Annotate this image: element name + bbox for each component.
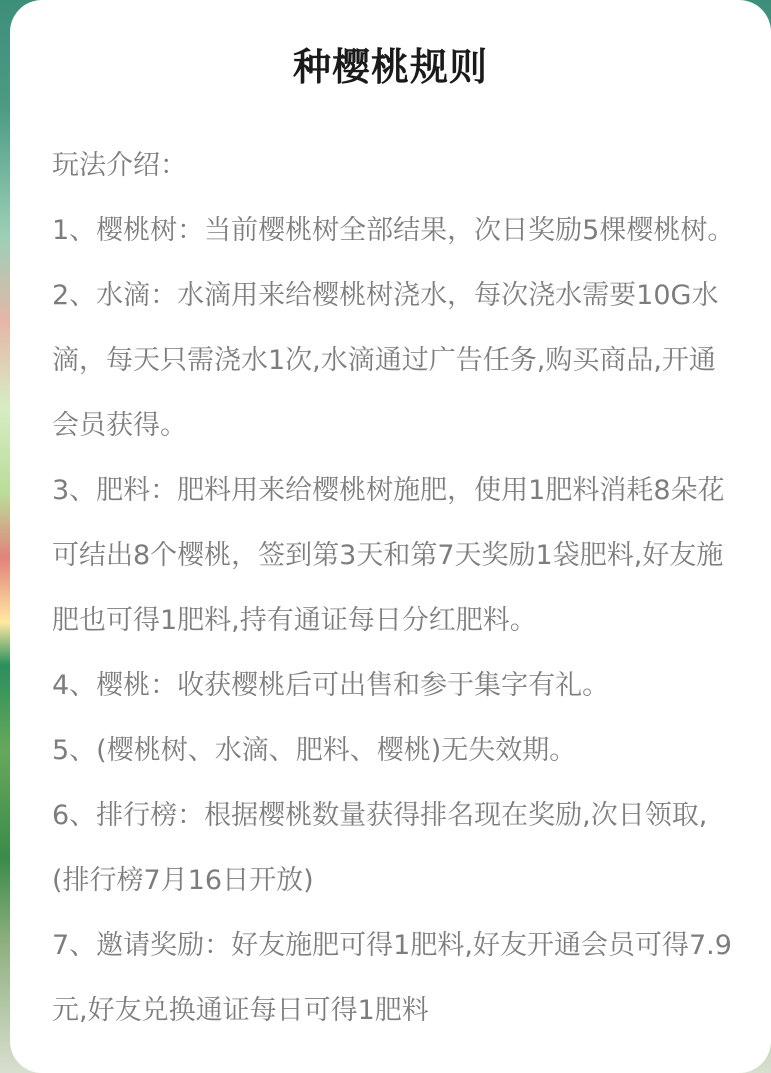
rules-content[interactable] (52, 133, 742, 1043)
rule-item-1: 1、樱桃树：当前樱桃树全部结果，次日奖励5棵樱桃树。 (52, 215, 735, 246)
intro-heading: 玩法介绍： (52, 150, 187, 181)
rule-item-3: 3、肥料：肥料用来给樱桃树施肥，使用1肥料消耗8朵花可结出8个樱桃，签到第3天和第7天奖励1袋肥料,好友施肥也可得1肥料,持有通证每日分红肥料。 (52, 475, 725, 636)
rules-modal (10, 0, 771, 1073)
rule-item-7: 7、邀请奖励：好友施肥可得1肥料,好友开通会员可得7.9元,好友兑换通证每日可得1肥料 (52, 930, 732, 1026)
rule-item-5: 5、(樱桃树、水滴、肥料、樱桃)无失效期。 (52, 735, 577, 766)
rule-item-6: 6、排行榜：根据樱桃数量获得排名现在奖励,次日领取,(排行榜7月16日开放) (52, 800, 708, 896)
rule-item-2: 2、水滴：水滴用来给樱桃树浇水，每次浇水需要10G水滴，每天只需浇水1次,水滴通过广告任务,购买商品,开通会员获得。 (52, 280, 719, 441)
rule-item-4: 4、樱桃：收获樱桃后可出售和参于集字有礼。 (52, 670, 610, 701)
modal-title: 种樱桃规则 (292, 45, 488, 89)
